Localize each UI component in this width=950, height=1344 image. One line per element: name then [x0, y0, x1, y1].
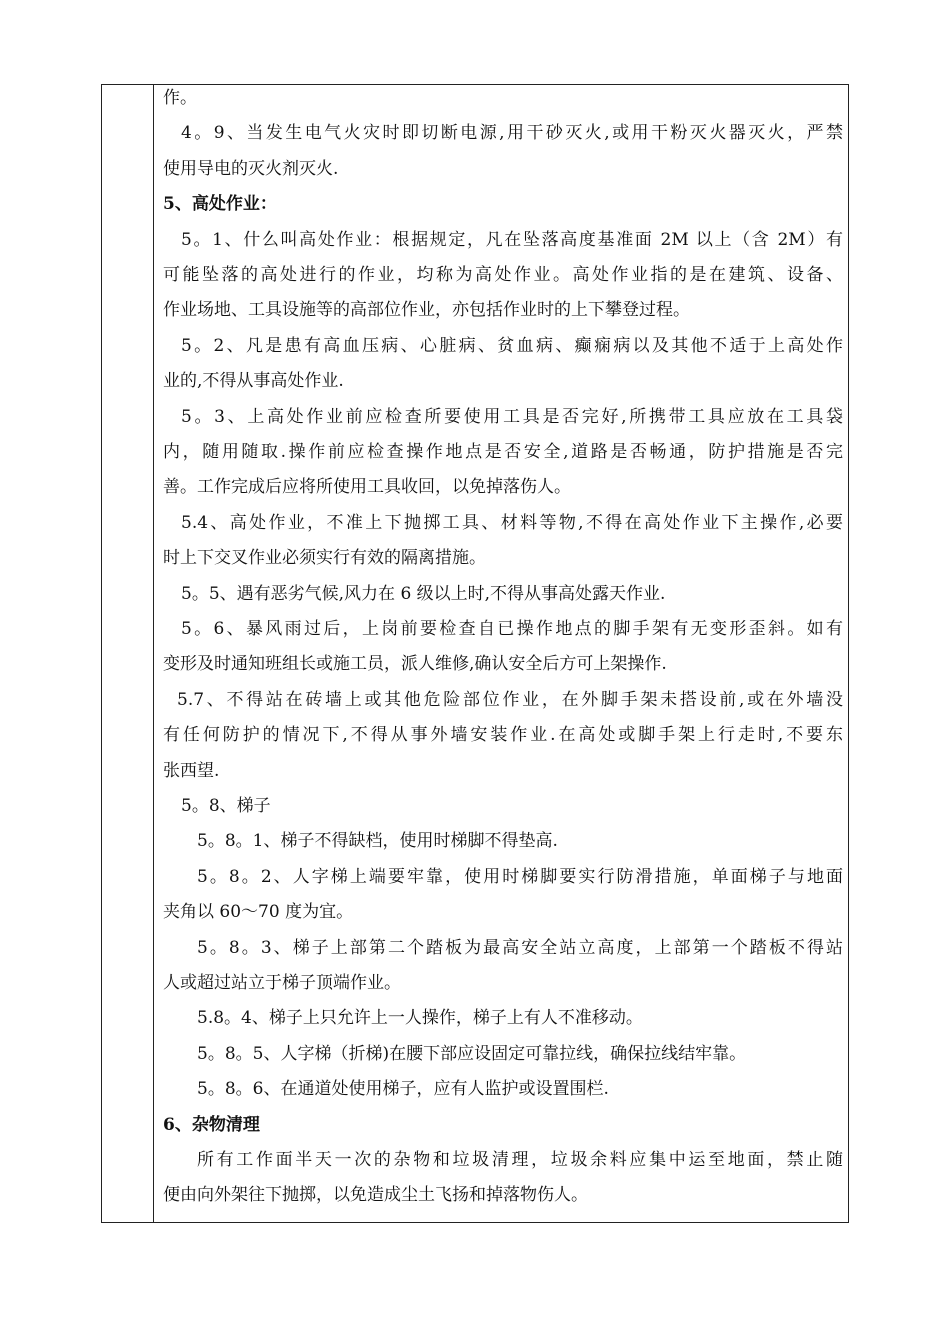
paragraph-line: 夹角以 60～70 度为宜。 [163, 902, 354, 922]
paragraph-line: 便由向外架往下抛掷，以免造成尘土飞扬和掉落物伤人。 [163, 1185, 588, 1205]
paragraph-line: 时上下交叉作业必须实行有效的隔离措施。 [163, 548, 486, 568]
paragraph-line: 5.7、不得站在砖墙上或其他危险部位作业，在外脚手架未搭设前,或在外墙没 [177, 690, 843, 710]
paragraph-line: 5。3、上高处作业前应检查所要使用工具是否完好,所携带工具应放在工具袋 [181, 407, 843, 427]
paragraph-line: 业的,不得从事高处作业. [163, 371, 344, 391]
paragraph-line: 5。6、暴风雨过后，上岗前要检查自已操作地点的脚手架有无变形歪斜。如有 [181, 619, 843, 639]
paragraph-line: 作业场地、工具设施等的高部位作业，亦包括作业时的上下攀登过程。 [163, 300, 690, 320]
paragraph-line: 变形及时通知班组长或施工员，派人维修,确认安全后方可上架操作. [163, 654, 667, 674]
paragraph-line: 5。8。3、梯子上部第二个踏板为最高安全站立高度，上部第一个踏板不得站 [197, 938, 843, 958]
paragraph-line: 张西望. [163, 761, 220, 781]
paragraph-line: 5.8。4、梯子上只允许上一人操作，梯子上有人不准移动。 [197, 1008, 643, 1028]
paragraph-line: 作。 [163, 88, 197, 108]
paragraph-line: 可能坠落的高处进行的作业，均称为高处作业。高处作业指的是在建筑、设备、 [163, 265, 843, 285]
paragraph-line: 有任何防护的情况下,不得从事外墙安装作业.在高处或脚手架上行走时,不要东 [163, 725, 843, 745]
paragraph-line: 4。9、当发生电气火灾时即切断电源,用干砂灭火,或用干粉灭火器灭火，严禁 [181, 123, 843, 143]
paragraph-line: 5。2、凡是患有高血压病、心脏病、贫血病、癫痫病以及其他不适于上高处作 [181, 336, 843, 356]
paragraph-line: 所有工作面半天一次的杂物和垃圾清理，垃圾余料应集中运至地面，禁止随 [197, 1150, 843, 1170]
paragraph-line: 5。8。5、人字梯（折梯)在腰下部应设固定可靠拉线，确保拉线结牢靠。 [197, 1044, 747, 1064]
paragraph-line: 使用导电的灭火剂灭火. [163, 159, 339, 179]
document-table [101, 84, 849, 1223]
paragraph-line: 5。8。2、人字梯上端要牢靠，使用时梯脚要实行防滑措施，单面梯子与地面 [197, 867, 843, 887]
paragraph-line: 5。8。6、在通道处使用梯子，应有人监护或设置围栏. [197, 1079, 609, 1099]
paragraph-line: 5。1、什么叫高处作业：根据规定，凡在坠落高度基准面 2M 以上（含 2M）有 [181, 230, 843, 250]
section-heading: 6、杂物清理 [163, 1115, 260, 1135]
paragraph-line: 人或超过站立于梯子顶端作业。 [163, 973, 401, 993]
paragraph-line: 5.4、高处作业，不准上下抛掷工具、材料等物,不得在高处作业下主操作,必要 [181, 513, 843, 533]
paragraph-line: 5。5、遇有恶劣气候,风力在 6 级以上时,不得从事高处露天作业. [181, 584, 666, 604]
paragraph-line: 5。8。1、梯子不得缺档，使用时梯脚不得垫高. [197, 831, 558, 851]
paragraph-line: 5。8、梯子 [181, 796, 271, 816]
paragraph-line: 善。工作完成后应将所使用工具收回，以免掉落伤人。 [163, 477, 571, 497]
section-heading: 5、高处作业： [163, 194, 277, 214]
table-left-column [102, 85, 154, 1222]
paragraph-line: 内，随用随取.操作前应检查操作地点是否安全,道路是否畅通，防护措施是否完 [163, 442, 843, 462]
